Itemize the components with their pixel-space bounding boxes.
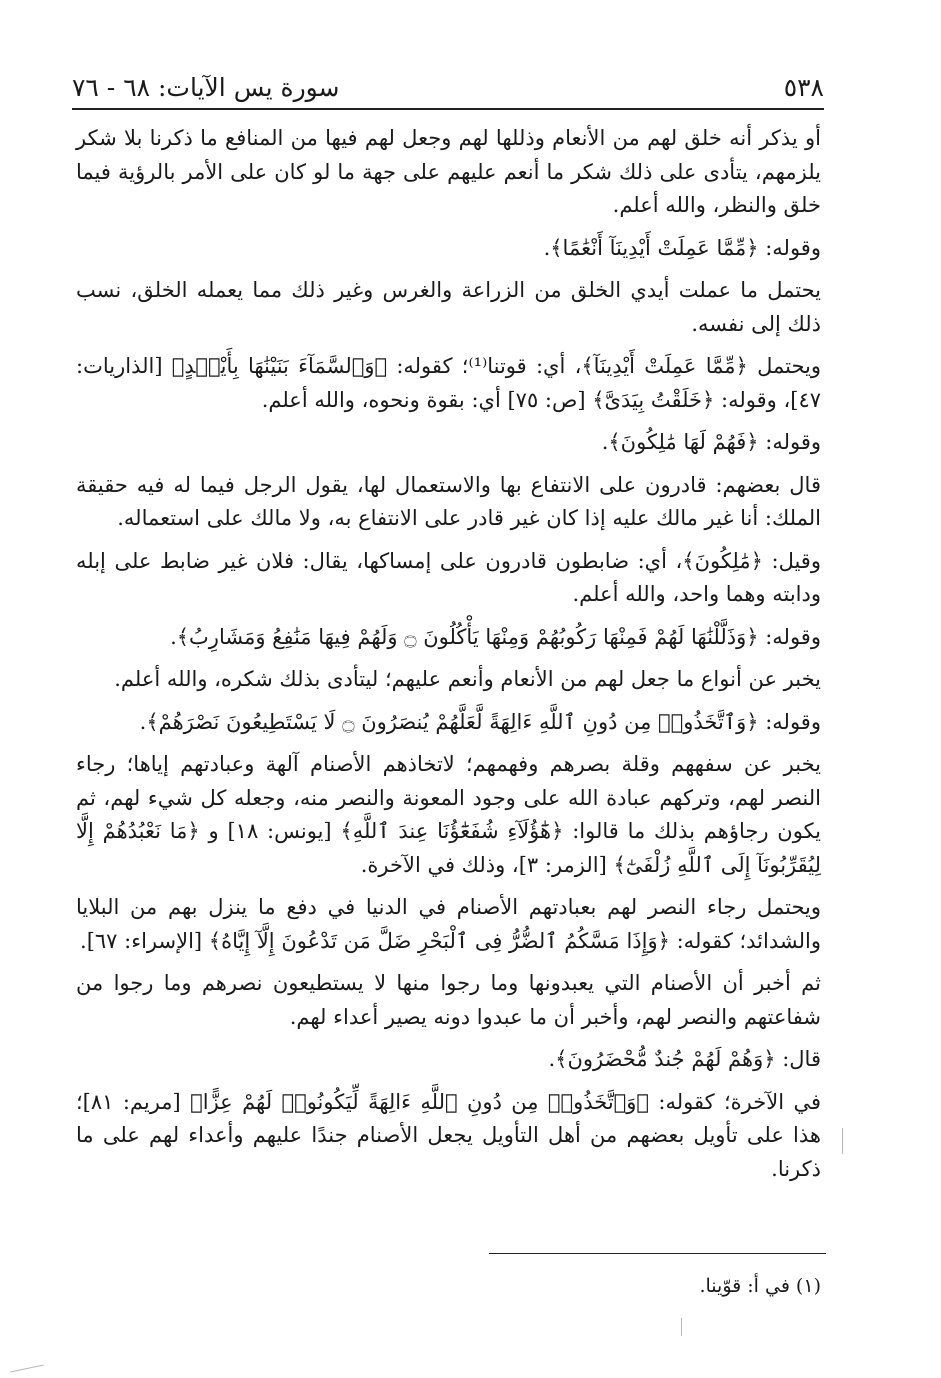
paragraph: وقيل: ﴿مَٰلِكُونَ﴾، أي: ضابطون قادرون على إمساكها، يقال: فلان غير ضابط على إبله ودابته وهما واحد، والله أعلم.: [76, 548, 821, 606]
paragraph: وقوله: ﴿وَٱتَّخَذُوا۟ مِن دُونِ ٱللَّهِ ءَالِهَةً لَّعَلَّهُمْ يُنصَرُونَ ۝ لَا يَسْتَطِيعُونَ نَصْرَهُمْ﴾.: [139, 709, 821, 734]
paragraph: ويحتمل ﴿مِّمَّا عَمِلَتْ أَيْدِينَآ﴾، أي: قوتنا⁽¹⁾؛ كقوله: ﴿وَٱلسَّمَآءَ بَنَيْنَٰهَا بِأَيْي۟دٍ﴾ [الذاريات: ٤٧]، وقوله: ﴿خَلَقْتُ بِيَدَىَّ﴾ [ص: ٧٥] أي: بقوة ونحوه، والله أعلم.: [76, 354, 821, 412]
paragraph: ثم أخبر أن الأصنام التي يعبدونها وما رجوا منها لا يستطيعون نصرهم وما رجوا من شفاعتهم والنصر لهم، وأخبر أن ما عبدوا دونه يصير أعداء لهم.: [76, 971, 821, 1029]
footnote-divider: [489, 1253, 826, 1254]
paragraph: في الآخرة؛ كقوله: ﴿وَٱتَّخَذُوا۟ مِن دُونِ ٱللَّهِ ءَالِهَةً لِّيَكُونُوا۟ لَهُمْ عِزًّا﴾ [مريم: ٨١]؛ هذا على تأويل بعضهم من أهل التأويل يجعل الأصنام جندًا عليهم وأعداء لهم على ما ذكرنا.: [76, 1089, 821, 1181]
paragraph: يخبر عن سفههم وقلة بصرهم وفهمهم؛ لاتخاذهم الأصنام آلهة وعبادتهم إياها؛ رجاء النصر لهم، وتركهم عبادة الله على وجود المعونة والنصر منه، وجعله كل شيء لهم، ثم يكون رجاؤهم بذلك ما قالوا: ﴿هَٰٓؤُلَآءِ شُفَعَٰٓؤُنَا عِندَ ٱللَّهِ﴾ [يونس: ١٨] و ﴿مَا نَعْبُدُهُمْ إِلَّا لِيُقَرِّبُونَآ إِلَى ٱللَّهِ زُلْفَىٰٓ﴾ [الزمر: ٣]، وذلك في الآخرة.: [76, 752, 822, 877]
footnote: (١) في أ: قوّينا.: [699, 1275, 821, 1297]
paragraph: قال بعضهم: قادرون على الانتفاع بها والاستعمال لها، يقول الرجل فيما له فيه حقيقة الملك: أنا غير مالك عليه إذا كان غير قادر على الانتفاع به، ولا مالك على استعماله.: [76, 472, 821, 530]
paragraph: وقوله: ﴿وَذَلَّلْنَٰهَا لَهُمْ فَمِنْهَا رَكُوبُهُمْ وَمِنْهَا يَأْكُلُونَ ۝ وَلَهُمْ فِيهَا مَنَٰفِعُ وَمَشَارِبُ﴾.: [170, 624, 821, 649]
body-text: [76, 122, 821, 1195]
paragraph: وقوله: ﴿فَهُمْ لَهَا مَٰلِكُونَ﴾.: [601, 430, 821, 454]
page-number: ٥٣٨: [783, 73, 824, 102]
paragraph: ويحتمل رجاء النصر لهم بعبادتهم الأصنام في الدنيا في دفع ما ينزل بهم من البلايا والشدائد؛ كقوله: ﴿وَإِذَا مَسَّكُمُ ٱلضُّرُّ فِى ٱلْبَحْرِ ضَلَّ مَن تَدْعُونَ إِلَّآ إِيَّاهُ﴾ [الإسراء: ٦٧].: [76, 895, 821, 953]
scan-artifact: [10, 1364, 43, 1372]
paragraph: وقوله: ﴿مِّمَّا عَمِلَتْ أَيْدِينَآ أَنْعَٰمًا﴾.: [543, 235, 821, 260]
paragraph: أو يذكر أنه خلق لهم من الأنعام وذللها لهم وجعل لهم فيها من المنافع ما ذكرنا بلا شكر يلزمهم، يتأدى على ذلك شكر ما أنعم عليهم على جهة ما لو كان على الأمر بالرؤية فيما خلق والنظر، والله أعلم.: [76, 126, 821, 217]
page-header: [72, 58, 824, 110]
paragraph: قال: ﴿وَهُمْ لَهُمْ جُندٌ مُّحْضَرُونَ﴾.: [548, 1047, 821, 1071]
paragraph: يحتمل ما عملت أيدي الخلق من الزراعة والغرس وغير ذلك مما يعمله الخلق، نسب ذلك إلى نفسه.: [76, 278, 821, 336]
paragraph: يخبر عن أنواع ما جعل لهم من الأنعام وأنعم عليهم؛ ليتأدى بذلك شكره، والله أعلم.: [114, 667, 821, 691]
chapter-title: سورة يس الآيات: ٦٨ - ٧٦: [72, 73, 340, 102]
scan-artifact: [681, 1318, 682, 1336]
scan-artifact: [842, 1128, 843, 1154]
